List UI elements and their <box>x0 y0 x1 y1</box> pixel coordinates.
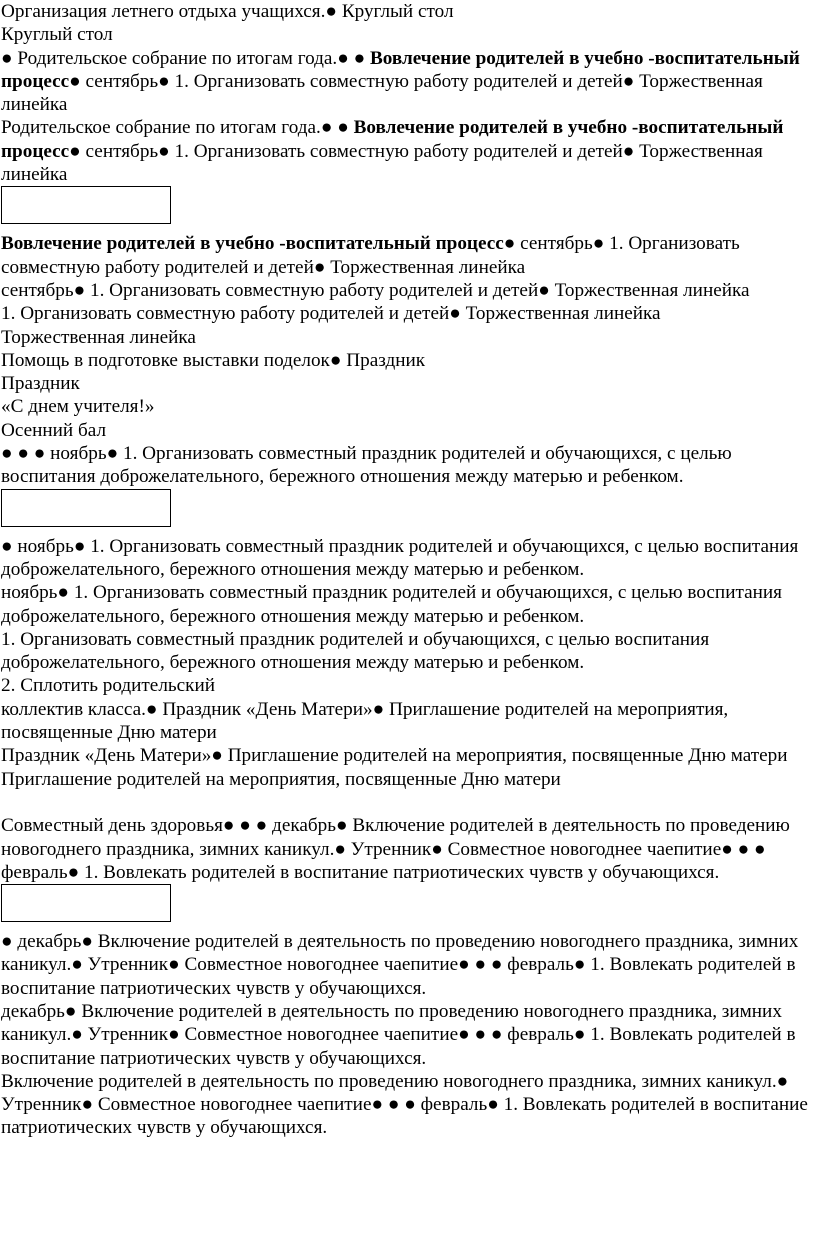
text-line <box>1 232 812 279</box>
text-line: 2. Сплотить родительский <box>1 675 216 697</box>
blank-line <box>1 791 812 814</box>
text-line: сентябрь● 1. Организовать совместную работу родителей и детей● Торжественная линейка <box>1 279 750 301</box>
text-line: Осенний бал <box>1 419 107 441</box>
text-run: Родительское собрание по итогам года.● ● <box>1 117 354 139</box>
empty-box <box>1 186 171 224</box>
text-line: Включение родителей в деятельность по проведению новогоднего праздника, зимних каникул.● Утренник● Совместное новогоднее чаепитие● ● ● февраль● 1. Вовлекать родителей в воспитание патриотических чувств у обучающихся. <box>1 1070 808 1139</box>
empty-box <box>1 489 171 527</box>
text-line: Совместный день здоровья● ● ● декабрь● Включение родителей в деятельность по проведению новогоднего праздника, зимних каникул.● Утренник● Совместное новогоднее чаепитие● ● ● февраль● 1. Вовлекать родителей в воспитание патриотических чувств у обучающихся. <box>1 815 790 883</box>
text-line: ● ● ● ноябрь● 1. Организовать совместный праздник родителей и обучающихся, с целью воспитания доброжелательного, бережного отношения между матерью и ребенком. <box>1 443 732 488</box>
text-line: Организация летнего отдыха учащихся.● Круглый стол <box>1 1 454 22</box>
text-line: 1. Организовать совместный праздник родителей и обучающихся, с целью воспитания доброжелательного, бережного отношения между матерью и ребенком. <box>1 628 710 674</box>
text-line: Торжественная линейка <box>1 326 196 348</box>
bold-run: Вовлечение родителей в учебно -воспитательный процесс <box>1 233 504 255</box>
text-line: 1. Организовать совместную работу родителей и детей● Торжественная линейка <box>1 303 661 325</box>
text-line: Круглый стол <box>1 24 113 46</box>
bold-run: Вовлечение родителей в учебно -воспитательный процесс <box>1 47 800 92</box>
text-run: ● Родительское собрание по итогам года.● ● <box>1 47 370 69</box>
text-line: Праздник «День Матери»● Приглашение родителей на мероприятия, посвященные Дню матери <box>1 745 788 767</box>
text-line: Помощь в подготовке выставки поделок● Праздник <box>1 349 426 371</box>
text-line: «С днем учителя!» <box>1 396 155 418</box>
text-line: ноябрь● 1. Организовать совместный праздник родителей и обучающихся, с целью воспитания доброжелательного, бережного отношения между матерью и ребенком. <box>1 582 782 627</box>
text-line: Приглашение родителей на мероприятия, посвященные Дню матери <box>1 768 561 790</box>
text-line: коллектив класса.● Праздник «День Матери»● Приглашение родителей на мероприятия, посвященные Дню матери <box>1 698 729 744</box>
text-line: Праздник <box>1 373 80 395</box>
text-line <box>1 47 812 117</box>
text-run: ● сентябрь● 1. Организовать совместную работу родителей и детей● Торжественная линейка <box>1 70 763 116</box>
text-line <box>1 116 812 186</box>
empty-box <box>1 884 171 922</box>
text-run: ● сентябрь● 1. Организовать совместную работу родителей и детей● Торжественная линейка <box>1 140 763 186</box>
text-run: ● сентябрь● 1. Организовать совместную работу родителей и детей● Торжественная линейка <box>1 233 740 278</box>
text-line: ● декабрь● Включение родителей в деятельность по проведению новогоднего праздника, зимних каникул.● Утренник● Совместное новогоднее чаепитие● ● ● февраль● 1. Вовлекать родителей в воспитание патриотических чувств у обучающихся. <box>1 931 799 999</box>
text-line: декабрь● Включение родителей в деятельность по проведению новогоднего праздника, зимних каникул.● Утренник● Совместное новогоднее чаепитие● ● ● февраль● 1. Вовлекать родителей в воспитание патриотических чувств у обучающихся. <box>1 1000 796 1069</box>
bold-run: Вовлечение родителей в учебно -воспитательный процесс <box>1 117 784 162</box>
text-line: ● ноябрь● 1. Организовать совместный праздник родителей и обучающихся, с целью воспитания доброжелательного, бережного отношения между матерью и ребенком. <box>1 535 799 580</box>
